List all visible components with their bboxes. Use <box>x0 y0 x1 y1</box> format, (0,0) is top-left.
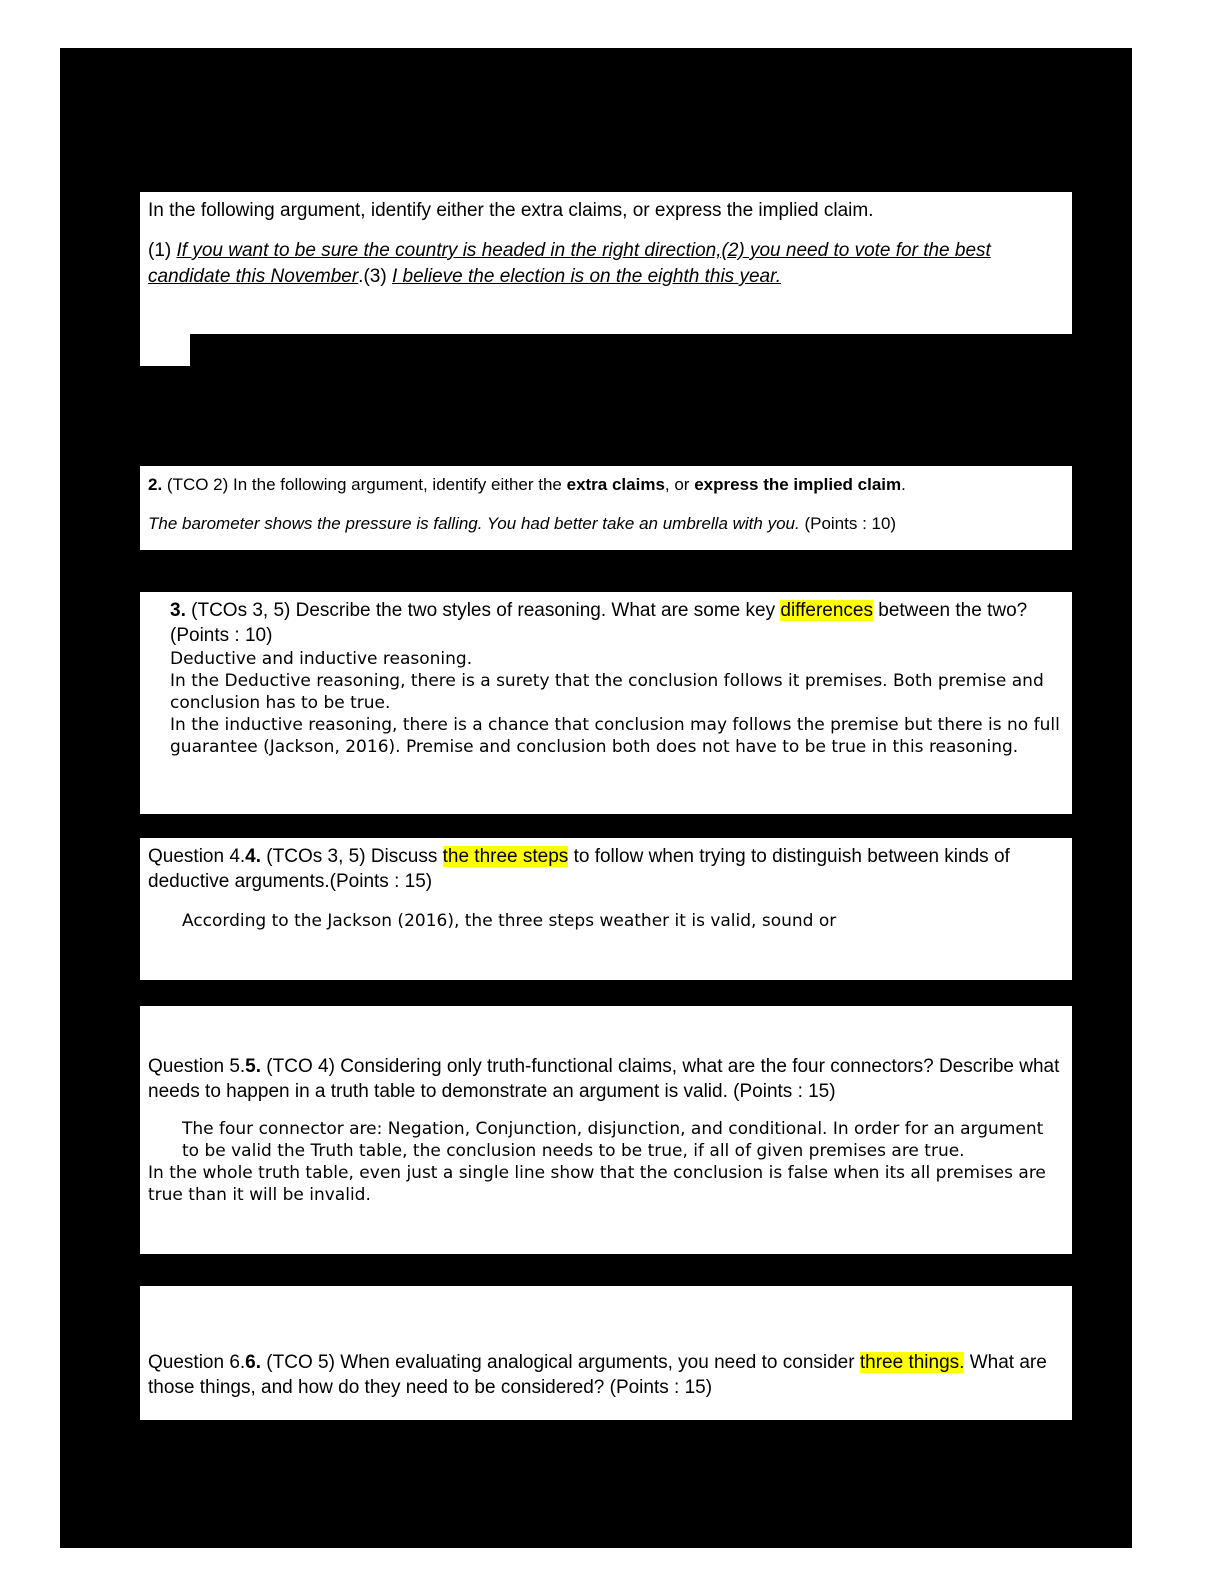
question-3-answer-line-2: In the Deductive reasoning, there is a surety that the conclusion follows it premises. Both premise and conclusion has to be true. <box>170 671 1044 713</box>
question-4-label: Question 4. <box>148 846 246 867</box>
question-2-points: (Points : 10) <box>799 514 897 533</box>
question-2-text-b: , or <box>664 475 695 494</box>
argument-segment-3: .(3) <box>358 266 392 287</box>
argument-segment-2: If you want to be sure the country is headed in the right direction,(2) you need to vote for the best candidate this November <box>148 240 991 287</box>
question-3-block <box>140 592 1072 814</box>
question-4-text-a: (TCOs 3, 5) Discuss <box>261 846 443 867</box>
question-2-block <box>140 466 1072 550</box>
spacer <box>148 224 1064 238</box>
question-3-number: 3. <box>170 600 186 621</box>
question-6-block <box>140 1286 1072 1420</box>
question-5-label: Question 5. <box>148 1056 246 1077</box>
question-2-argument <box>148 511 1064 536</box>
question-3-answer-line-1: Deductive and inductive reasoning. <box>170 649 473 669</box>
question-1-prompt: In the following argument, identify either the extra claims, or express the implied claim. <box>148 200 874 221</box>
question-5-prompt <box>148 1012 1064 1104</box>
question-1-block <box>140 192 1072 334</box>
question-2-italic: The barometer shows the pressure is falling. You had better take an umbrella with you. <box>148 514 800 533</box>
question-4-answer: According to the Jackson (2016), the three steps weather it is valid, sound or <box>182 911 837 931</box>
question-4-text-b: to follow when trying to distinguish between kinds of deductive arguments.(Points : 15) <box>148 846 1010 892</box>
question-2-text-c: . <box>901 475 906 494</box>
question-6-text-a: (TCO 5) When evaluating analogical arguments, you need to consider <box>261 1352 860 1373</box>
question-6-prompt <box>148 1292 1064 1400</box>
question-3-text-b: between the two? (Points : 10) <box>170 600 1028 646</box>
question-3-prompt <box>170 598 1064 648</box>
question-6-highlight: three things. <box>859 1352 965 1373</box>
question-2-text-a: (TCO 2) In the following argument, identify either the <box>162 475 567 494</box>
spacer <box>148 497 1064 511</box>
question-6-number: 6. <box>245 1352 262 1373</box>
question-6-text-b: What are those things, and how do they need to be considered? (Points : 15) <box>148 1352 1047 1398</box>
question-4-prompt <box>148 844 1064 894</box>
argument-segment-1: (1) <box>148 240 177 261</box>
question-5-answer <box>148 1104 1064 1206</box>
question-4-block <box>140 838 1072 980</box>
question-5-answer-line-2: In the whole truth table, even just a single line show that the conclusion is false when its all premises are true than it will be invalid. <box>148 1163 1046 1205</box>
argument-segment-4: I believe the election is on the eighth this year. <box>391 266 781 287</box>
question-4-highlight: the three steps <box>442 846 569 867</box>
question-2-bold-a: extra claims <box>566 475 665 494</box>
question-3-text-a: (TCOs 3, 5) Describe the two styles of reasoning. What are some key <box>185 600 781 621</box>
question-1-argument <box>148 238 1064 290</box>
question-2-number: 2. <box>148 475 163 494</box>
question-2-prompt <box>148 472 1064 497</box>
question-3-answer-line-3: In the inductive reasoning, there is a chance that conclusion may follows the premise but there is no full guarantee (Jackson, 2016). Premise and conclusion both does not have to be true in this reasoning. <box>170 715 1060 757</box>
question-3-highlight: differences <box>780 600 873 621</box>
question-4-number: 4. <box>245 846 262 867</box>
question-5-number: 5. <box>245 1056 262 1077</box>
question-1-answer-stub <box>140 334 190 366</box>
question-2-bold-b: express the implied claim <box>694 475 902 494</box>
question-5-text: (TCO 4) Considering only truth-functional claims, what are the four connectors? Describe what needs to happen in a truth table to demonstrate an argument is valid. (Points : 15) <box>148 1056 1060 1102</box>
question-5-block <box>140 1006 1072 1254</box>
question-6-label: Question 6. <box>148 1352 246 1373</box>
question-5-answer-line-1: The four connector are: Negation, Conjunction, disjunction, and conditional. In order for an argument to be valid the Truth table, the conclusion needs to be true, if all of given premises are true. <box>182 1119 1044 1161</box>
